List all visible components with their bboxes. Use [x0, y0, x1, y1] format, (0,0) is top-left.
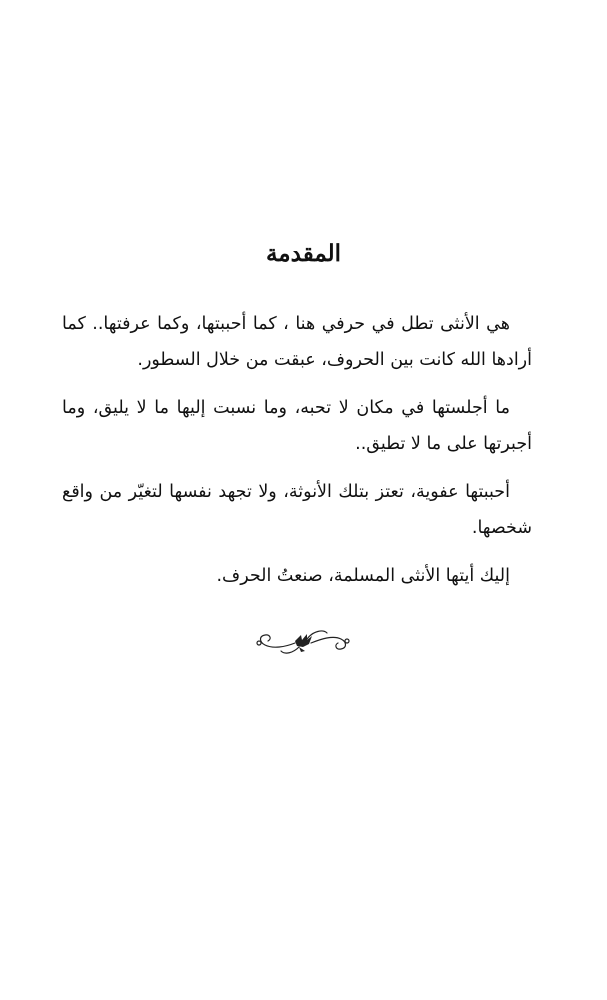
paragraph-4: إليك أيتها الأنثى المسلمة، صنعتُ الحرف.: [216, 566, 510, 586]
paragraph-3: أحببتها عفوية، تعتز بتلك الأنوثة، ولا تجهد نفسها لتغيّر من واقع شخصها.: [62, 482, 532, 538]
paragraph-1: هي الأنثى تطل في حرفي هنا ، كما أحببتها، وكما عرفتها.. كما أرادها الله كانت بين الحروف، عبقت من خلال السطور.: [62, 314, 532, 370]
page-title: المقدمة: [265, 240, 342, 267]
decorative-flourish-icon: [255, 625, 351, 659]
paragraph-2: ما أجلستها في مكان لا تحبه، وما نسبت إليها ما لا يليق، وما أجبرتها على ما لا تطيق..: [62, 398, 532, 454]
introduction-text: [62, 306, 532, 606]
